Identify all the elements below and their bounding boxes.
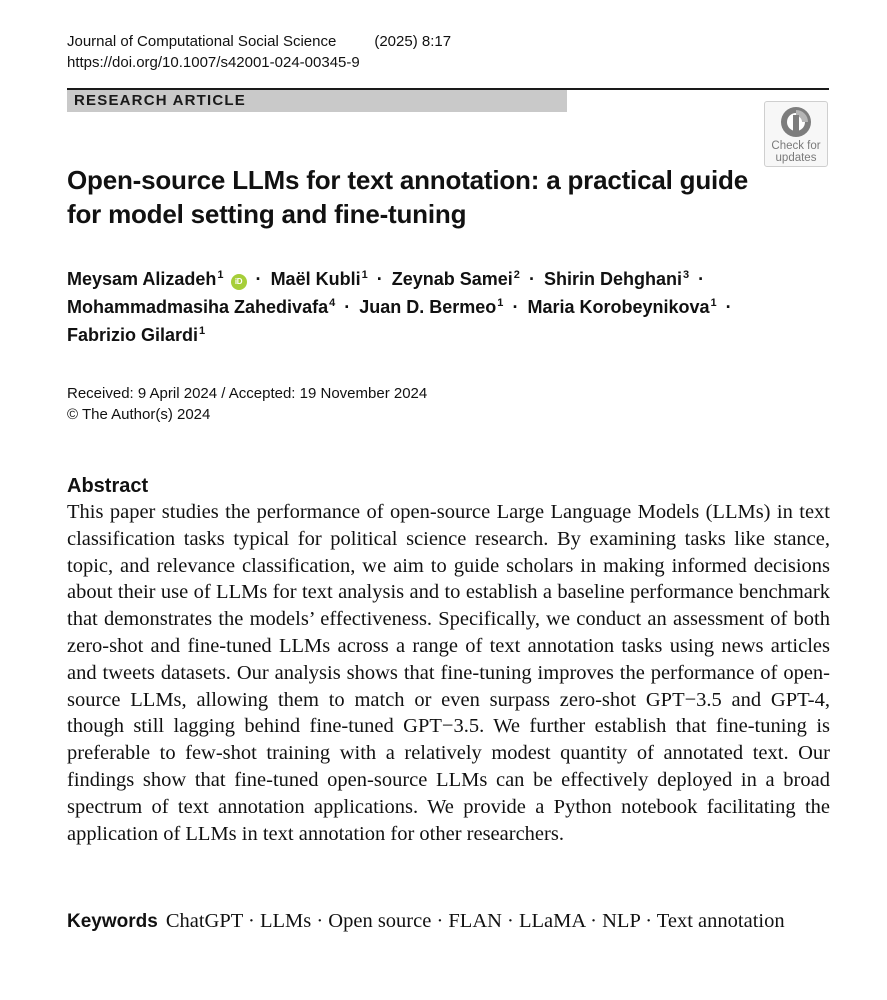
author-name[interactable]: Zeynab Samei: [391, 269, 513, 289]
article-type-banner: [67, 90, 567, 112]
author-affiliation: 2: [513, 269, 520, 281]
author-list: [67, 265, 837, 349]
author-affiliation: 1: [361, 269, 368, 281]
author-separator: ·: [725, 297, 732, 317]
author-affiliation: 1: [497, 297, 504, 309]
author-name[interactable]: Shirin Dehghani: [543, 269, 682, 289]
author-affiliation: 1: [217, 269, 224, 281]
keywords-section: [67, 907, 830, 935]
title-line-1: Open-source LLMs for text annotation: a practical guide: [67, 165, 748, 195]
received-accepted-dates: Received: 9 April 2024 / Accepted: 19 November 2024: [67, 385, 428, 402]
crossmark-icon: [780, 106, 812, 138]
abstract-heading: Abstract: [67, 475, 149, 497]
author-separator: ·: [528, 269, 535, 289]
author-affiliation: 1: [710, 297, 717, 309]
author-affiliation: 3: [682, 269, 690, 281]
keywords-list: ChatGPT · LLMs · Open source · FLAN · LLaMA · NLP · Text annotation: [165, 910, 785, 932]
check-updates-line1: Check for: [771, 140, 821, 152]
doi-link[interactable]: https://doi.org/10.1007/s42001-024-00345-9: [67, 54, 360, 71]
check-for-updates-badge[interactable]: [764, 101, 828, 167]
author-name[interactable]: Fabrizio Gilardi: [67, 325, 199, 345]
orcid-icon[interactable]: iD: [231, 274, 247, 290]
article-title: [67, 163, 757, 231]
author-name[interactable]: Juan D. Bermeo: [359, 297, 497, 317]
journal-header: [67, 33, 451, 51]
journal-name: Journal of Computational Social Science: [67, 33, 337, 50]
author-affiliation: 1: [199, 325, 206, 337]
author-separator: ·: [376, 269, 383, 289]
author-name[interactable]: Meysam Alizadeh: [67, 269, 217, 289]
journal-year-volume: (2025) 8:17: [374, 33, 452, 50]
author-separator: ·: [512, 297, 519, 317]
abstract-body: This paper studies the performance of open-source Large Language Models (LLMs) in text classification tasks typical for political science research. By examining tasks like stance, topic, and relevance classification, we aim to guide scholars in making informed decisions about their use of LLMs for text analysis and to establish a baseline performance benchmark that demonstrates the models’ effectiveness. Specifically, we conduct an assessment of both zero-shot and fine-tuned LLMs across a range of text annotation tasks using news articles and tweets datasets. Our analysis shows that fine-tuning improves the performance of open-source LLMs, allowing them to match or even surpass zero-shot GPT−3.5 and GPT-4, though still lagging behind fine-tuned GPT−3.5. We further establish that fine-tuning is preferable to few-shot training with a relatively modest quantity of annotated text. Our findings show that fine-tuned open-source LLMs can be effectively deployed in a broad spectrum of text annotation applications. We provide a Python notebook facilitating the application of LLMs in text annotation for other researchers.: [67, 501, 830, 845]
article-type-label: RESEARCH ARTICLE: [74, 92, 246, 109]
copyright-notice: © The Author(s) 2024: [67, 406, 211, 423]
author-separator: ·: [255, 269, 262, 289]
author-name[interactable]: Maël Kubli: [270, 269, 361, 289]
author-name[interactable]: Mohammadmasiha Zahedivafa: [67, 297, 329, 317]
author-separator: ·: [698, 269, 705, 289]
title-line-2: for model setting and fine-tuning: [67, 199, 467, 229]
author-separator: ·: [344, 297, 351, 317]
check-updates-line2: updates: [775, 152, 817, 164]
keywords-label: Keywords: [67, 911, 158, 932]
author-name[interactable]: Maria Korobeynikova: [527, 297, 710, 317]
author-affiliation: 4: [329, 297, 336, 309]
